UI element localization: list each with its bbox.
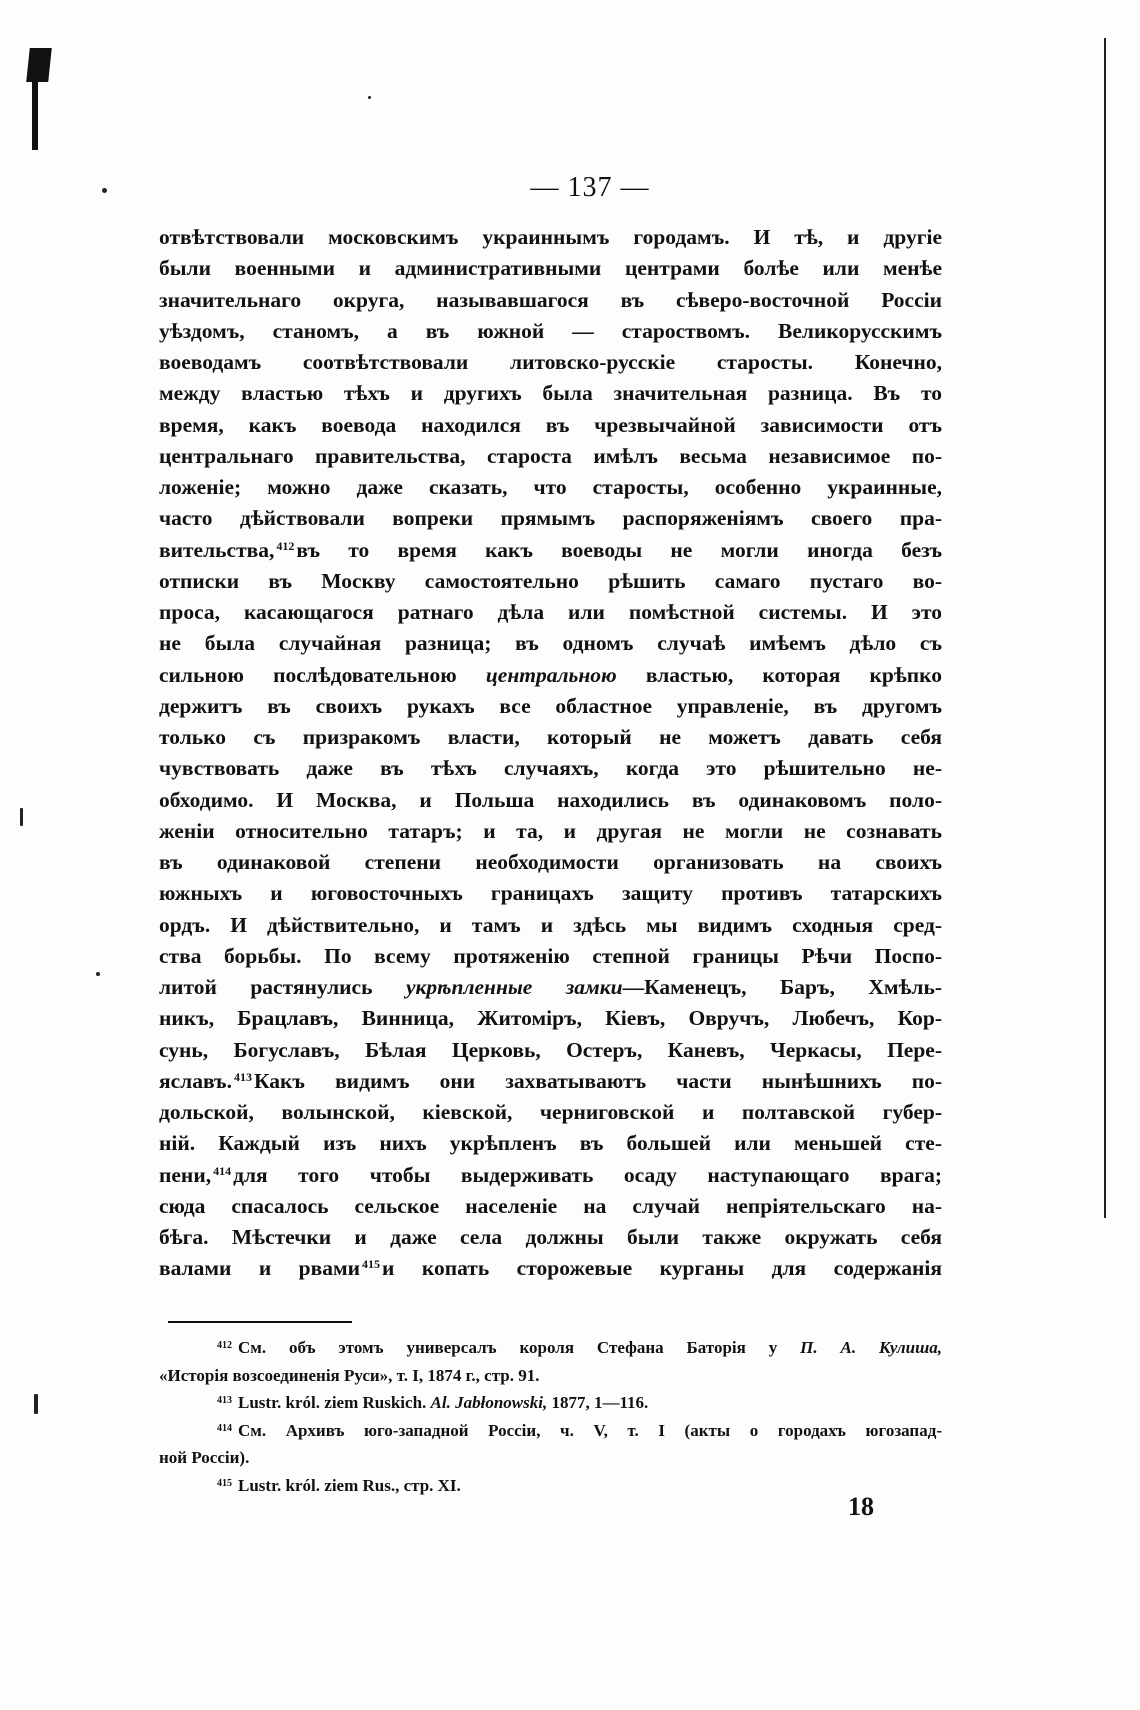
footnote-text: См. объ этомъ универсалъ короля Стефана Баторія у xyxy=(238,1338,801,1357)
footnote-text: Lustr. król. ziem Ruskich. xyxy=(238,1393,431,1412)
footnote-reference: 412 xyxy=(276,538,295,553)
text-segment: воеводамъ соотвѣтствовали литовско-русскіе старосты. Конечно, xyxy=(159,350,942,374)
footnote-reference: 414 xyxy=(213,1163,232,1178)
text-segment: валами и рвами xyxy=(159,1256,361,1281)
text-segment: яславъ. xyxy=(159,1068,232,1093)
text-segment: бѣга. Мѣстечки и даже села должны были также окружать себя xyxy=(159,1225,942,1249)
footnotes xyxy=(159,1334,942,1499)
text-segment: часто дѣйствовали вопреки прямымъ распоряженіямъ своего пра- xyxy=(159,506,942,531)
text-segment: уѣздомъ, станомъ, а въ южной — староствомъ. Великорусскимъ xyxy=(159,318,942,343)
scan-speck xyxy=(34,1394,38,1414)
text-line xyxy=(159,222,942,253)
text-segment: центральнаго правительства, староста имѣлъ весьма независимое по- xyxy=(159,443,942,468)
text-line xyxy=(159,285,942,316)
text-segment: для того чтобы выдерживать осаду наступающаго врага; xyxy=(233,1162,942,1187)
footnote-text: «Исторія возсоединенія Руси», т. I, 1874 г., стр. 91. xyxy=(159,1365,540,1385)
text-segment: литой растянулись xyxy=(159,975,406,999)
text-line xyxy=(159,566,942,597)
text-segment: —Каменецъ, Баръ, Хмѣль- xyxy=(622,975,942,999)
emphasis-text: укрѣпленные замки xyxy=(405,975,623,999)
scan-edge-mark xyxy=(26,48,52,82)
text-segment: сюда спасалось сельское населеніе на случай непріятельскаго на- xyxy=(159,1193,942,1218)
signature-mark: 18 xyxy=(848,1492,874,1521)
text-segment: проса, касающагося ратнаго дѣла или помѣстной системы. И это xyxy=(159,600,942,624)
text-line xyxy=(159,691,942,722)
text-line xyxy=(159,1191,942,1222)
text-line xyxy=(159,722,942,753)
text-line xyxy=(159,535,942,566)
text-segment: ній. Каждый изъ нихъ укрѣпленъ въ большей или меньшей сте- xyxy=(159,1131,942,1156)
footnote-line xyxy=(159,1417,942,1445)
text-line xyxy=(159,660,942,691)
text-line xyxy=(159,1128,942,1159)
text-segment: значительнаго округа, называвшагося въ сѣверо-восточной Россіи xyxy=(159,287,942,312)
text-segment: сунь, Богуславъ, Бѣлая Церковь, Остеръ, Каневъ, Черкасы, Пере- xyxy=(159,1037,942,1062)
body-text xyxy=(159,222,942,1285)
text-line xyxy=(159,628,942,659)
text-segment: ордъ. И дѣйствительно, и тамъ и здѣсь мы видимъ сходныя сред- xyxy=(159,912,942,937)
text-line xyxy=(159,1253,942,1284)
text-line xyxy=(159,941,942,972)
footnote-separator xyxy=(168,1321,352,1323)
scan-speck xyxy=(96,972,100,976)
text-line xyxy=(159,1035,942,1066)
footnote-reference: 413 xyxy=(233,1069,252,1084)
scan-speck xyxy=(20,808,23,826)
text-line xyxy=(159,472,942,503)
scan-edge-mark-tail xyxy=(32,80,38,150)
text-line xyxy=(159,1097,942,1128)
text-segment: только съ призракомъ власти, который не можетъ давать себя xyxy=(159,725,942,749)
text-segment: дольской, волынской, кіевской, черниговской и полтавской губер- xyxy=(159,1100,942,1124)
text-segment: властью, которая крѣпко xyxy=(616,662,942,687)
text-segment: отвѣтствовали московскимъ украиннымъ городамъ. И тѣ, и другіе xyxy=(159,225,942,249)
text-segment: ложеніе; можно даже сказать, что старосты, особенно украинные, xyxy=(159,475,942,499)
text-segment: женіи относительно татаръ; и та, и другая не могли не сознавать xyxy=(159,818,942,843)
scan-speck xyxy=(368,96,371,99)
text-segment: отписки въ Москву самостоятельно рѣшить самаго пустаго во- xyxy=(159,568,942,593)
footnote-emphasis: Al. Jabłonowski, xyxy=(430,1393,548,1412)
text-line xyxy=(159,753,942,784)
text-segment: время, какъ воевода находился въ чрезвычайной зависимости отъ xyxy=(159,412,942,437)
text-segment: вительства, xyxy=(159,537,275,562)
footnote-number: 413 xyxy=(217,1395,232,1406)
text-segment: въ то время какъ воеводы не могли иногда безъ xyxy=(296,537,942,562)
footnote-line xyxy=(159,1362,942,1390)
text-line xyxy=(159,597,942,628)
text-line xyxy=(159,910,942,941)
text-segment: между властью тѣхъ и другихъ была значительная разница. Въ то xyxy=(159,381,942,406)
footnote-number: 412 xyxy=(217,1340,232,1351)
text-line xyxy=(159,410,942,441)
text-segment: никъ, Брацлавъ, Винница, Житоміръ, Кіевъ, Овручъ, Любечъ, Кор- xyxy=(159,1006,942,1031)
text-segment: Какъ видимъ они захватываютъ части нынѣшнихъ по- xyxy=(253,1068,942,1093)
text-line xyxy=(159,785,942,816)
text-segment: ства борьбы. По всему протяженію степной границы Рѣчи Поспо- xyxy=(159,943,942,968)
footnote-reference: 415 xyxy=(362,1257,381,1272)
text-line xyxy=(159,316,942,347)
text-segment: въ одинаковой степени необходимости организовать на своихъ xyxy=(159,850,942,874)
text-line xyxy=(159,378,942,409)
footnote-text: См. Архивъ юго-западной Россіи, ч. V, т. I (акты о городахъ югозапад- xyxy=(238,1420,942,1440)
text-line xyxy=(159,347,942,378)
emphasis-text: центральною xyxy=(485,662,617,687)
footnote-number: 415 xyxy=(217,1477,232,1489)
footnote-text: Lustr. król. ziem Rus., стр. XI. xyxy=(238,1475,461,1495)
text-line xyxy=(159,1160,942,1191)
text-line xyxy=(159,816,942,847)
footnote-line xyxy=(159,1389,942,1417)
text-line xyxy=(159,847,942,878)
text-line xyxy=(159,972,942,1003)
footnote-line xyxy=(159,1444,942,1472)
footnote-line xyxy=(159,1334,942,1362)
text-segment: обходимо. И Москва, и Польша находились въ одинаковомъ поло- xyxy=(159,787,942,812)
text-line xyxy=(159,1003,942,1034)
text-segment: не была случайная разница; въ одномъ случаѣ имѣемъ дѣло съ xyxy=(159,631,942,656)
text-line xyxy=(159,1066,942,1097)
text-line xyxy=(159,1222,942,1253)
footnote-number: 414 xyxy=(217,1422,232,1434)
footnote-text: 1877, 1—116. xyxy=(547,1393,649,1412)
scan-right-edge-line xyxy=(1104,38,1106,1218)
footnote-text: ной Россіи). xyxy=(159,1448,250,1467)
text-segment: держитъ въ своихъ рукахъ все областное управленіе, въ другомъ xyxy=(159,693,942,718)
text-line xyxy=(159,503,942,534)
text-line xyxy=(159,441,942,472)
text-segment: пени, xyxy=(159,1162,212,1187)
footnote-line xyxy=(159,1472,942,1500)
text-line xyxy=(159,253,942,284)
text-segment: были военными и административными центрами болѣе или менѣе xyxy=(159,256,942,281)
text-segment: сильною послѣдовательною xyxy=(159,662,486,687)
text-segment: и копать сторожевые курганы для содержанія xyxy=(382,1256,942,1281)
page-number: — 137 — xyxy=(530,172,650,203)
text-segment: чувствовать даже въ тѣхъ случаяхъ, когда это рѣшительно не- xyxy=(159,756,942,781)
text-segment: южныхъ и юговосточныхъ границахъ защиту противъ татарскихъ xyxy=(159,881,942,906)
footnote-emphasis: П. А. Кулиша, xyxy=(800,1338,942,1357)
text-line xyxy=(159,878,942,909)
